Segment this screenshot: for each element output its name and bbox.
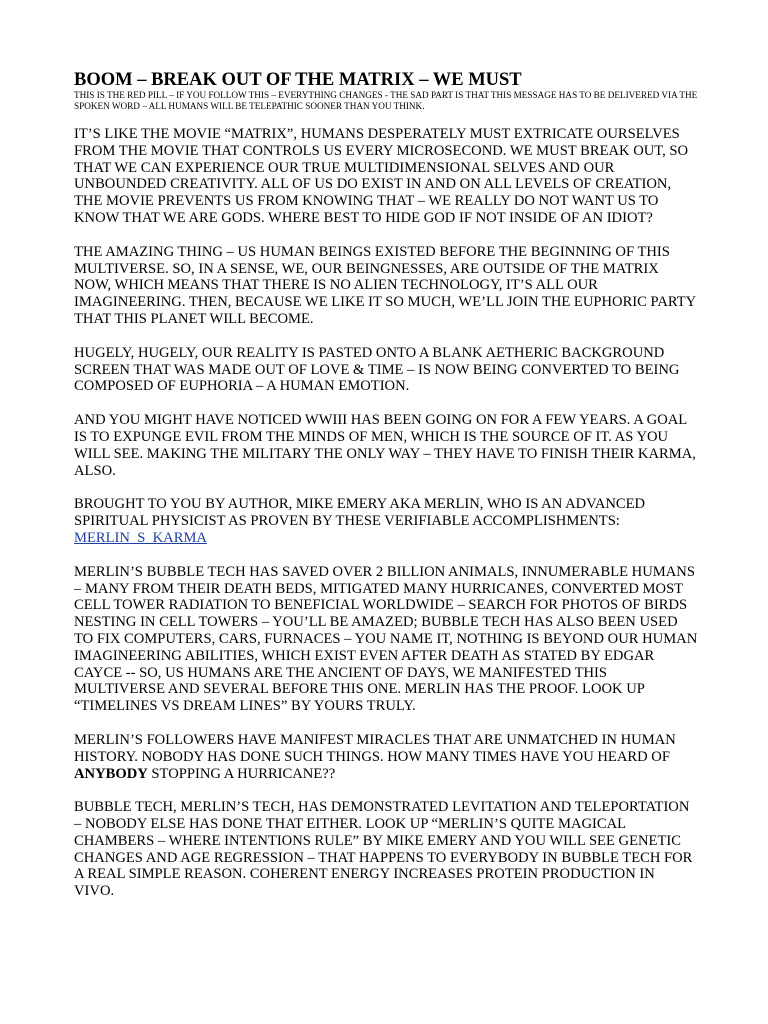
paragraph-matrix: IT’S LIKE THE MOVIE “MATRIX”, HUMANS DESPERATELY MUST EXTRICATE OURSELVES FROM THE MOVIE THAT CONTROLS US EVERY MICROSECOND. WE MUST BREAK OUT, SO THAT WE CAN EXPERIENCE OUR TRUE MULTIDIMENSIONAL SELVES AND OUR UNBOUNDED CREATIVITY. ALL OF US DO EXIST IN AND ON ALL LEVELS OF CREATION, THE MOVIE PREVENTS US FROM KNOWING THAT – WE REALLY DO NOT WANT US TO KNOW THAT WE ARE GODS. WHERE BEST TO HIDE GOD IF NOT INSIDE OF AN IDIOT? (74, 126, 689, 226)
paragraph-author (74, 496, 698, 546)
followers-text-start: MERLIN’S FOLLOWERS HAVE MANIFEST MIRACLES THAT ARE UNMATCHED IN HUMAN HISTORY. NOBODY HAS DONE SUCH THINGS. HOW MANY TIMES HAVE YOU HEARD OF (74, 731, 676, 765)
followers-text-end: STOPPING A HURRICANE?? (147, 765, 336, 782)
document-page (74, 70, 698, 917)
followers-text-bold: ANYBODY (74, 765, 148, 782)
paragraph-levitation: BUBBLE TECH, MERLIN’S TECH, HAS DEMONSTRATED LEVITATION AND TELEPORTATION – NOBODY ELSE HAS DONE THAT EITHER. LOOK UP “MERLIN’S QUITE MAGICAL CHAMBERS – WHERE INTENTIONS RULE” BY MIKE EMERY AND YOU WILL SEE GENETIC CHANGES AND AGE REGRESSION – THAT HAPPENS TO EVERYBODY IN BUBBLE TECH FOR A REAL SIMPLE REASON. COHERENT ENERGY INCREASES PROTEIN PRODUCTION IN VIVO. (74, 799, 693, 900)
paragraph-wwiii: AND YOU MIGHT HAVE NOTICED WWIII HAS BEEN GOING ON FOR A FEW YEARS. A GOAL IS TO EXPUNGE EVIL FROM THE MINDS OF MEN, WHICH IS THE SOURCE OF IT. AS YOU WILL SEE. MAKING THE MILITARY THE ONLY WAY – THEY HAVE TO FINISH THEIR KARMA, ALSO. (74, 412, 696, 479)
merlin-karma-link[interactable]: MERLIN_S_KARMA (74, 529, 207, 546)
document-title: BOOM – BREAK OUT OF THE MATRIX – WE MUST (74, 70, 522, 90)
author-text: BROUGHT TO YOU BY AUTHOR, MIKE EMERY AKA MERLIN, WHO IS AN ADVANCED SPIRITUAL PHYSICIST AS PROVEN BY THESE VERIFIABLE ACCOMPLISHMENTS: (74, 496, 646, 530)
paragraph-hugely: HUGELY, HUGELY, OUR REALITY IS PASTED ONTO A BLANK AETHERIC BACKGROUND SCREEN THAT WAS MADE OUT OF LOVE & TIME – IS NOW BEING CONVERTED TO BEING COMPOSED OF EUPHORIA – A HUMAN EMOTION. (74, 344, 680, 395)
paragraph-bubble-tech: MERLIN’S BUBBLE TECH HAS SAVED OVER 2 BILLION ANIMALS, INNUMERABLE HUMANS – MANY FROM THEIR DEATH BEDS, MITIGATED MANY HURRICANES, CONVERTED MOST CELL TOWER RADIATION TO BENEFICIAL WORLDWIDE – SEARCH FOR PHOTOS OF BIRDS NESTING IN CELL TOWERS – YOU’LL BE AMAZED; BUBBLE TECH HAS ALSO BEEN USED TO FIX COMPUTERS, CARS, FURNACES – YOU NAME IT, NOTHING IS BEYOND OUR HUMAN IMAGINEERING ABILITIES, WHICH EXIST EVEN AFTER DEATH AS STATED BY EDGAR CAYCE -- SO, US HUMANS ARE THE ANCIENT OF DAYS, WE MANIFESTED THIS MULTIVERSE AND SEVERAL BEFORE THIS ONE. MERLIN HAS THE PROOF. LOOK UP “TIMELINES VS DREAM LINES” BY YOURS TRULY. (74, 563, 698, 715)
paragraph-followers (74, 732, 698, 782)
paragraph-amazing-thing: THE AMAZING THING – US HUMAN BEINGS EXISTED BEFORE THE BEGINNING OF THIS MULTIVERSE. SO, IN A SENSE, WE, OUR BEINGNESSES, ARE OUTSIDE OF THE MATRIX NOW, WHICH MEANS THAT THERE IS NO ALIEN TECHNOLOGY, IT’S ALL OUR IMAGINEERING. THEN, BECAUSE WE LIKE IT SO MUCH, WE’LL JOIN THE EUPHORIC PARTY THAT THIS PLANET WILL BECOME. (74, 243, 696, 327)
document-subtitle: THIS IS THE RED PILL – IF YOU FOLLOW THIS – EVERYTHING CHANGES - THE SAD PART IS THAT THIS MESSAGE HAS TO BE DELIVERED VIA THE SPOKEN WORD – ALL HUMANS WILL BE TELEPATHIC SOONER THAN YOU THINK. (74, 90, 698, 111)
